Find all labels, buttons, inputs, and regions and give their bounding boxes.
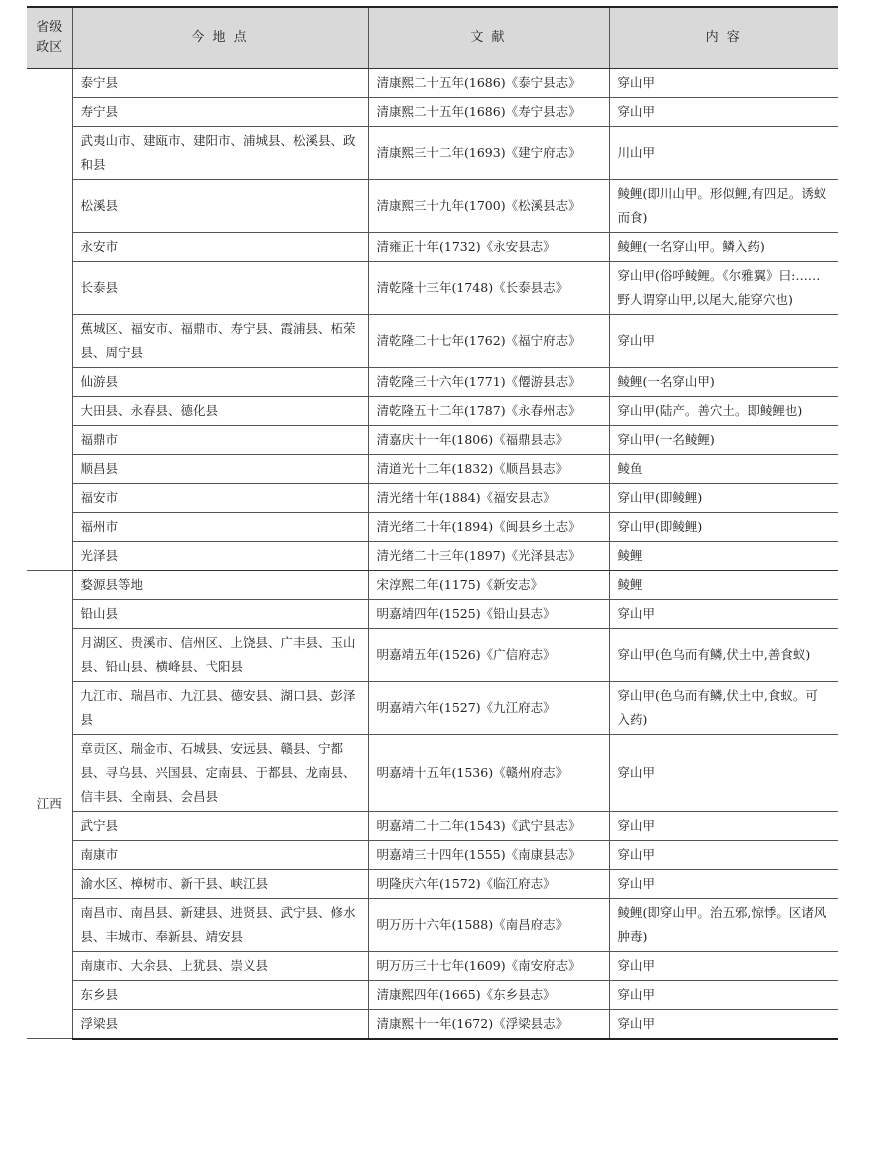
source-cell: 清乾隆五十二年(1787)《永春州志》	[368, 396, 609, 425]
content-cell: 穿山甲	[609, 980, 838, 1009]
content-cell: 穿山甲	[609, 811, 838, 840]
content-cell: 鲮鲤	[609, 541, 838, 570]
location-cell: 长泰县	[72, 261, 368, 314]
source-cell: 明万历三十七年(1609)《南安府志》	[368, 951, 609, 980]
table-row	[27, 261, 838, 314]
table-row	[27, 483, 838, 512]
location-cell: 泰宁县	[72, 68, 368, 97]
content-cell: 穿山甲	[609, 97, 838, 126]
table-row	[27, 367, 838, 396]
table-row	[27, 97, 838, 126]
table-row	[27, 232, 838, 261]
table-row	[27, 454, 838, 483]
content-cell: 鲮鲤(即川山甲。形似鲤,有四足。诱蚁而食)	[609, 179, 838, 232]
source-cell: 清光绪十年(1884)《福安县志》	[368, 483, 609, 512]
content-cell: 穿山甲	[609, 1009, 838, 1039]
province-cell: 江西	[27, 570, 72, 1039]
location-cell: 武宁县	[72, 811, 368, 840]
source-cell: 清康熙二十五年(1686)《寿宁县志》	[368, 97, 609, 126]
table-row	[27, 512, 838, 541]
content-cell: 川山甲	[609, 126, 838, 179]
table-row	[27, 126, 838, 179]
source-cell: 明嘉靖十五年(1536)《赣州府志》	[368, 734, 609, 811]
source-cell: 明万历十六年(1588)《南昌府志》	[368, 898, 609, 951]
location-cell: 渝水区、樟树市、新干县、峡江县	[72, 869, 368, 898]
location-cell: 仙游县	[72, 367, 368, 396]
content-cell: 穿山甲	[609, 734, 838, 811]
source-cell: 清光绪二十三年(1897)《光泽县志》	[368, 541, 609, 570]
content-cell: 穿山甲(色乌而有鳞,伏土中,食蚁。可入药)	[609, 681, 838, 734]
header-content: 内 容	[609, 7, 838, 68]
header-province: 省级 政区	[27, 7, 72, 68]
location-cell: 婺源县等地	[72, 570, 368, 599]
province-cell	[27, 68, 72, 570]
source-cell: 清康熙三十二年(1693)《建宁府志》	[368, 126, 609, 179]
source-cell: 清嘉庆十一年(1806)《福鼎县志》	[368, 425, 609, 454]
source-cell: 明嘉靖五年(1526)《广信府志》	[368, 628, 609, 681]
table-row	[27, 840, 838, 869]
records-table	[27, 6, 838, 1040]
content-cell: 穿山甲(俗呼鲮鲤。《尔雅翼》曰:……野人谓穿山甲,以尾大,能穿穴也)	[609, 261, 838, 314]
table-row	[27, 951, 838, 980]
content-cell: 鲮鱼	[609, 454, 838, 483]
table-row	[27, 179, 838, 232]
table-row	[27, 396, 838, 425]
header-source: 文 献	[368, 7, 609, 68]
table-row	[27, 628, 838, 681]
location-cell: 九江市、瑞昌市、九江县、德安县、湖口县、彭泽县	[72, 681, 368, 734]
source-cell: 清康熙二十五年(1686)《泰宁县志》	[368, 68, 609, 97]
source-cell: 清光绪二十年(1894)《闽县乡土志》	[368, 512, 609, 541]
table-row	[27, 869, 838, 898]
source-cell: 清雍正十年(1732)《永安县志》	[368, 232, 609, 261]
location-cell: 福安市	[72, 483, 368, 512]
source-cell: 清乾隆三十六年(1771)《僊游县志》	[368, 367, 609, 396]
source-cell: 明隆庆六年(1572)《临江府志》	[368, 869, 609, 898]
source-cell: 清道光十二年(1832)《顺昌县志》	[368, 454, 609, 483]
table-row	[27, 541, 838, 570]
content-cell: 鲮鲤	[609, 570, 838, 599]
location-cell: 寿宁县	[72, 97, 368, 126]
table-row	[27, 68, 838, 97]
source-cell: 明嘉靖三十四年(1555)《南康县志》	[368, 840, 609, 869]
location-cell: 南康市、大余县、上犹县、崇义县	[72, 951, 368, 980]
location-cell: 福州市	[72, 512, 368, 541]
location-cell: 福鼎市	[72, 425, 368, 454]
table-row	[27, 811, 838, 840]
location-cell: 永安市	[72, 232, 368, 261]
table-header	[27, 7, 838, 68]
content-cell: 穿山甲(陆产。善穴土。即鲮鲤也)	[609, 396, 838, 425]
content-cell: 穿山甲	[609, 840, 838, 869]
source-cell: 宋淳熙二年(1175)《新安志》	[368, 570, 609, 599]
content-cell: 穿山甲(一名鲮鲤)	[609, 425, 838, 454]
table-row	[27, 425, 838, 454]
location-cell: 南昌市、南昌县、新建县、进贤县、武宁县、修水县、丰城市、奉新县、靖安县	[72, 898, 368, 951]
source-cell: 明嘉靖四年(1525)《铅山县志》	[368, 599, 609, 628]
content-cell: 鲮鲤(一名穿山甲。鳞入药)	[609, 232, 838, 261]
table-row	[27, 570, 838, 599]
source-cell: 清乾隆十三年(1748)《长泰县志》	[368, 261, 609, 314]
table-row	[27, 980, 838, 1009]
source-cell: 明嘉靖二十二年(1543)《武宁县志》	[368, 811, 609, 840]
content-cell: 穿山甲(色乌而有鳞,伏土中,善食蚁)	[609, 628, 838, 681]
location-cell: 章贡区、瑞金市、石城县、安远县、赣县、宁都县、寻乌县、兴国县、定南县、于都县、龙南县、信丰县、全南县、会昌县	[72, 734, 368, 811]
content-cell: 穿山甲(即鲮鲤)	[609, 483, 838, 512]
content-cell: 鲮鲤(即穿山甲。治五邪,惊悸。区诸风肿毒)	[609, 898, 838, 951]
table-row	[27, 898, 838, 951]
location-cell: 武夷山市、建瓯市、建阳市、浦城县、松溪县、政和县	[72, 126, 368, 179]
location-cell: 铅山县	[72, 599, 368, 628]
header-row	[27, 7, 838, 68]
source-cell: 清康熙十一年(1672)《浮梁县志》	[368, 1009, 609, 1039]
table-row	[27, 314, 838, 367]
location-cell: 光泽县	[72, 541, 368, 570]
source-cell: 清康熙四年(1665)《东乡县志》	[368, 980, 609, 1009]
table-body	[27, 68, 838, 1039]
table-row	[27, 1009, 838, 1039]
content-cell: 穿山甲(即鲮鲤)	[609, 512, 838, 541]
content-cell: 穿山甲	[609, 314, 838, 367]
content-cell: 穿山甲	[609, 68, 838, 97]
location-cell: 大田县、永春县、德化县	[72, 396, 368, 425]
table-row	[27, 599, 838, 628]
table-row	[27, 681, 838, 734]
content-cell: 穿山甲	[609, 869, 838, 898]
location-cell: 浮梁县	[72, 1009, 368, 1039]
table-row	[27, 734, 838, 811]
content-cell: 穿山甲	[609, 951, 838, 980]
content-cell: 穿山甲	[609, 599, 838, 628]
location-cell: 松溪县	[72, 179, 368, 232]
location-cell: 南康市	[72, 840, 368, 869]
source-cell: 清乾隆二十七年(1762)《福宁府志》	[368, 314, 609, 367]
location-cell: 蕉城区、福安市、福鼎市、寿宁县、霞浦县、柘荣县、周宁县	[72, 314, 368, 367]
header-location: 今 地 点	[72, 7, 368, 68]
location-cell: 东乡县	[72, 980, 368, 1009]
location-cell: 月湖区、贵溪市、信州区、上饶县、广丰县、玉山县、铅山县、横峰县、弋阳县	[72, 628, 368, 681]
source-cell: 明嘉靖六年(1527)《九江府志》	[368, 681, 609, 734]
source-cell: 清康熙三十九年(1700)《松溪县志》	[368, 179, 609, 232]
location-cell: 顺昌县	[72, 454, 368, 483]
content-cell: 鲮鲤(一名穿山甲)	[609, 367, 838, 396]
